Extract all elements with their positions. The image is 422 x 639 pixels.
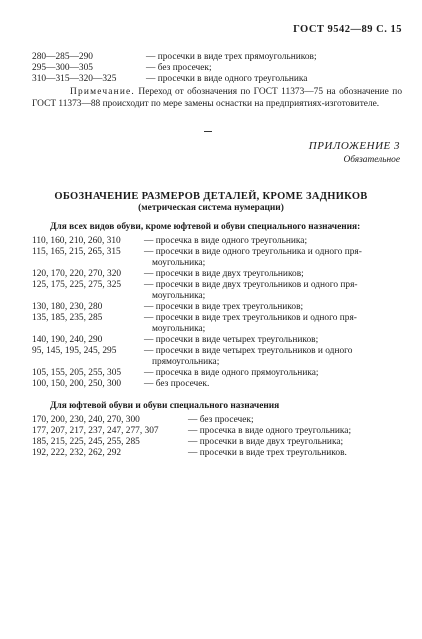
section-subtitle: (метрическая система нумерации) xyxy=(138,203,284,213)
note-paragraph xyxy=(32,86,402,110)
size-codes: 295—300—305 xyxy=(32,63,93,73)
size-description: — просечки в виде четырех треугольников; xyxy=(144,335,319,345)
appendix-title: ПРИЛОЖЕНИЕ 3 xyxy=(308,140,400,152)
size-description: — просечки в виде трех треугольников. xyxy=(188,448,347,458)
section2-heading: Для юфтевой обуви и обуви специального назначения xyxy=(50,401,280,411)
description-continuation: моугольника; xyxy=(152,291,206,301)
size-description: — просечки в виде двух треугольников и одного пря- xyxy=(144,280,358,290)
size-description: — просечка в виде одного треугольника; xyxy=(144,236,308,246)
size-description: — просечки в виде двух треугольников; xyxy=(144,269,304,279)
size-codes: 192, 222, 232, 262, 292 xyxy=(32,448,122,458)
size-description: — без просечек; xyxy=(188,415,254,425)
appendix-block xyxy=(309,140,400,165)
size-description: — просечки в виде двух треугольника; xyxy=(188,437,344,447)
section-title: ОБОЗНАЧЕНИЕ РАЗМЕРОВ ДЕТАЛЕЙ, КРОМЕ ЗАДНИКОВ xyxy=(54,191,368,202)
size-description: — без просечек; xyxy=(146,63,212,73)
description-continuation: прямоугольника; xyxy=(152,357,220,367)
size-codes: 100, 150, 200, 250, 300 xyxy=(32,379,122,389)
size-codes: 115, 165, 215, 265, 315 xyxy=(32,247,121,257)
size-codes: 120, 170, 220, 270, 320 xyxy=(32,269,122,279)
note-label: Примечание. xyxy=(70,87,135,97)
size-codes: 110, 160, 210, 260, 310 xyxy=(32,236,121,246)
size-codes: 185, 215, 225, 245, 255, 285 xyxy=(32,437,140,447)
size-description: — без просечек. xyxy=(144,379,210,389)
size-codes: 177, 207, 217, 237, 247, 277, 307 xyxy=(32,426,159,436)
size-description: — просечки в виде четырех треугольников и одного xyxy=(144,346,353,356)
size-codes: 125, 175, 225, 275, 325 xyxy=(32,280,122,290)
size-codes: 140, 190, 240, 290 xyxy=(32,335,103,345)
size-description: — просечки в виде трех прямоугольников; xyxy=(146,52,317,62)
description-continuation: моугольника; xyxy=(152,324,206,334)
size-description: — просечка в виде одного прямоугольника; xyxy=(144,368,319,378)
size-description: — просечки в виде одного треугольника xyxy=(146,74,308,84)
appendix-subtitle: Обязательное xyxy=(343,155,400,165)
size-description: — просечки в виде одного треугольника и одного пря- xyxy=(144,247,362,257)
section1-heading: Для всех видов обуви, кроме юфтевой и обуви специального назначения: xyxy=(50,222,361,232)
size-codes: 280—285—290 xyxy=(32,52,93,62)
size-description: — просечка в виде одного треугольника; xyxy=(188,426,352,436)
size-codes: 130, 180, 230, 280 xyxy=(32,302,103,312)
page-header: ГОСТ 9542—89 С. 15 xyxy=(293,24,402,35)
size-codes: 310—315—320—325 xyxy=(32,74,117,84)
separator-mark xyxy=(204,131,212,132)
size-codes: 95, 145, 195, 245, 295 xyxy=(32,346,117,356)
size-description: — просечки в виде трех треугольников и одного пря- xyxy=(144,313,357,323)
size-codes: 135, 185, 235, 285 xyxy=(32,313,103,323)
size-description: — просечки в виде трех треугольников; xyxy=(144,302,304,312)
note-text: Переход от обозначения по ГОСТ 11373—75 на обозначение по ГОСТ 11373—88 происходит по мере замены оснастки на предприятиях-изготовителе. xyxy=(32,87,403,109)
description-continuation: моугольника; xyxy=(152,258,206,268)
size-codes: 105, 155, 205, 255, 305 xyxy=(32,368,122,378)
size-codes: 170, 200, 230, 240, 270, 300 xyxy=(32,415,140,425)
